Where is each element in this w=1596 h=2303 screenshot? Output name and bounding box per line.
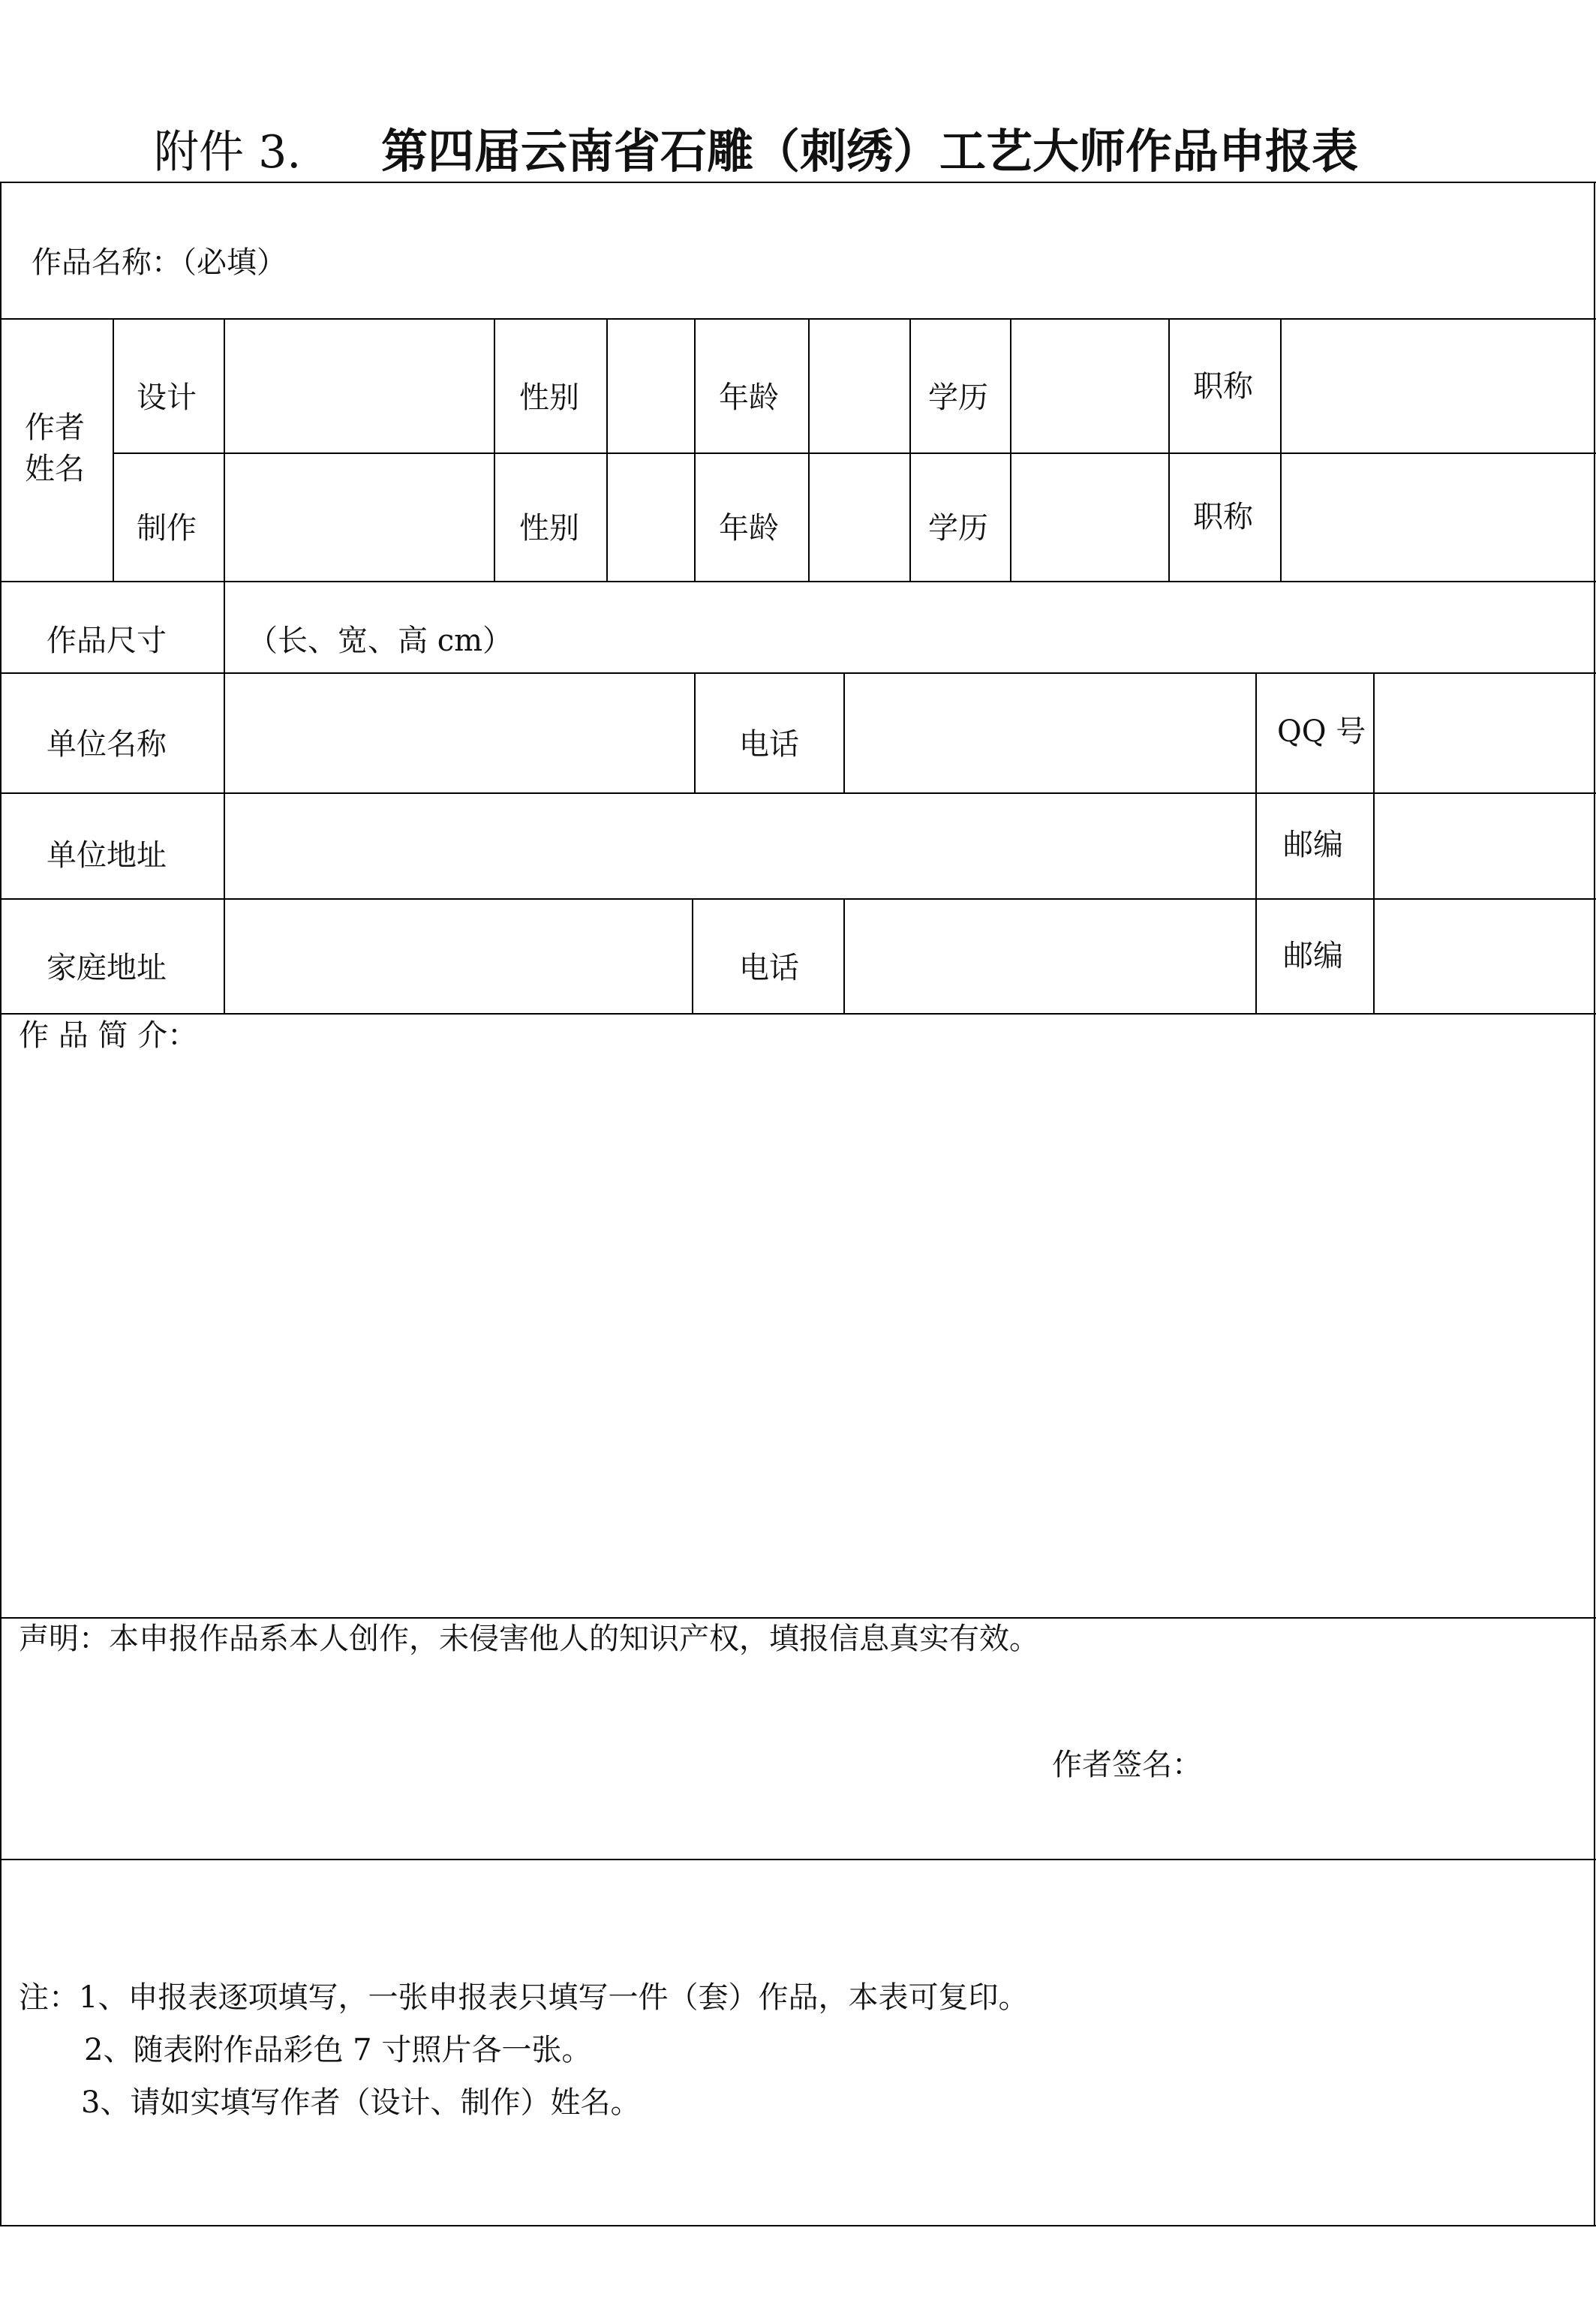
home-address-field[interactable] xyxy=(227,901,690,1012)
designer-title-label: 职称 xyxy=(1193,369,1253,404)
row-divider xyxy=(0,672,1596,674)
home-phone-label: 电话 xyxy=(739,951,799,985)
table-border-bottom xyxy=(0,2225,1596,2226)
row-divider xyxy=(0,898,1596,900)
designer-gender-label: 性别 xyxy=(519,380,579,415)
qq-field[interactable] xyxy=(1376,675,1592,791)
attachment-label: 附件 3. xyxy=(154,126,302,179)
row-divider xyxy=(113,452,1596,454)
declaration-text: 声明：本申报作品系本人创作，未侵害他人的知识产权，填报信息真实有效。 xyxy=(19,1622,1039,1656)
designer-age-label: 年龄 xyxy=(719,380,779,415)
design-label: 设计 xyxy=(137,380,197,415)
designer-education-label: 学历 xyxy=(928,380,988,415)
col-divider xyxy=(1373,672,1375,1015)
col-divider xyxy=(1255,672,1257,1015)
designer-age-field[interactable] xyxy=(811,321,908,450)
row-divider xyxy=(0,581,1596,582)
home-phone-field[interactable] xyxy=(846,901,1254,1012)
home-zip-field[interactable] xyxy=(1376,901,1592,1012)
author-label-line2: 姓名 xyxy=(25,452,85,486)
page-title: 第四届云南省石雕（刺绣）工艺大师作品申报表 xyxy=(381,124,1359,179)
maker-title-field[interactable] xyxy=(1283,455,1592,579)
maker-education-label: 学历 xyxy=(928,511,988,546)
org-zip-field[interactable] xyxy=(1376,795,1592,897)
col-divider xyxy=(224,581,225,1015)
note-3: 3、请如实填写作者（设计、制作）姓名。 xyxy=(81,2085,641,2120)
table-border-right xyxy=(1594,182,1595,2226)
author-label-line1: 作者 xyxy=(25,410,85,445)
intro-textarea[interactable] xyxy=(3,1058,1592,1613)
row-divider xyxy=(0,792,1596,794)
designer-title-field[interactable] xyxy=(1283,321,1592,450)
maker-age-label: 年龄 xyxy=(719,511,779,546)
col-divider xyxy=(808,318,810,582)
work-name-label: 作品名称：（必填） xyxy=(32,245,287,280)
col-divider xyxy=(113,318,114,582)
size-label: 作品尺寸 xyxy=(47,624,167,658)
org-address-field[interactable] xyxy=(227,795,1254,897)
row-divider xyxy=(0,1013,1596,1015)
col-divider xyxy=(843,672,845,794)
col-divider xyxy=(1280,318,1282,582)
col-divider xyxy=(694,672,696,794)
qq-label: QQ 号 xyxy=(1277,714,1366,749)
maker-gender-field[interactable] xyxy=(609,455,693,579)
col-divider xyxy=(843,898,845,1015)
col-divider xyxy=(224,318,225,582)
row-divider xyxy=(0,1617,1596,1619)
col-divider xyxy=(606,318,608,582)
org-name-label: 单位名称 xyxy=(47,727,167,762)
org-address-label: 单位地址 xyxy=(47,838,167,873)
col-divider xyxy=(692,898,693,1015)
signature-field[interactable] xyxy=(1208,1737,1583,1797)
make-label: 制作 xyxy=(137,511,197,546)
home-address-label: 家庭地址 xyxy=(47,951,167,985)
table-border-left xyxy=(0,182,2,2226)
maker-gender-label: 性别 xyxy=(519,511,579,546)
maker-age-field[interactable] xyxy=(811,455,908,579)
col-divider xyxy=(1168,318,1170,582)
col-divider xyxy=(1010,318,1011,582)
col-divider xyxy=(694,318,696,582)
size-field[interactable] xyxy=(227,584,1592,671)
designer-education-field[interactable] xyxy=(1013,321,1167,450)
designer-name-field[interactable] xyxy=(227,321,492,450)
row-divider xyxy=(0,1859,1596,1860)
row-divider xyxy=(0,318,1596,320)
org-zip-label: 邮编 xyxy=(1283,828,1343,862)
signature-label: 作者签名： xyxy=(1052,1748,1202,1782)
size-hint: （长、宽、高 cm） xyxy=(248,624,513,658)
col-divider xyxy=(494,318,495,582)
note-1: 注：1、申报表逐项填写，一张申报表只填写一件（套）作品，本表可复印。 xyxy=(19,1980,1029,2015)
designer-gender-field[interactable] xyxy=(609,321,693,450)
org-phone-field[interactable] xyxy=(846,675,1254,791)
table-border-top xyxy=(0,182,1596,183)
org-name-field[interactable] xyxy=(227,675,693,791)
org-phone-label: 电话 xyxy=(739,727,799,762)
work-name-field[interactable] xyxy=(315,188,1583,311)
maker-education-field[interactable] xyxy=(1013,455,1167,579)
home-zip-label: 邮编 xyxy=(1283,939,1343,973)
maker-name-field[interactable] xyxy=(227,455,492,579)
maker-title-label: 职称 xyxy=(1193,500,1253,534)
col-divider xyxy=(909,318,911,582)
note-2: 2、随表附作品彩色 7 寸照片各一张。 xyxy=(84,2033,592,2067)
intro-label: 作 品 简 介： xyxy=(19,1018,198,1053)
